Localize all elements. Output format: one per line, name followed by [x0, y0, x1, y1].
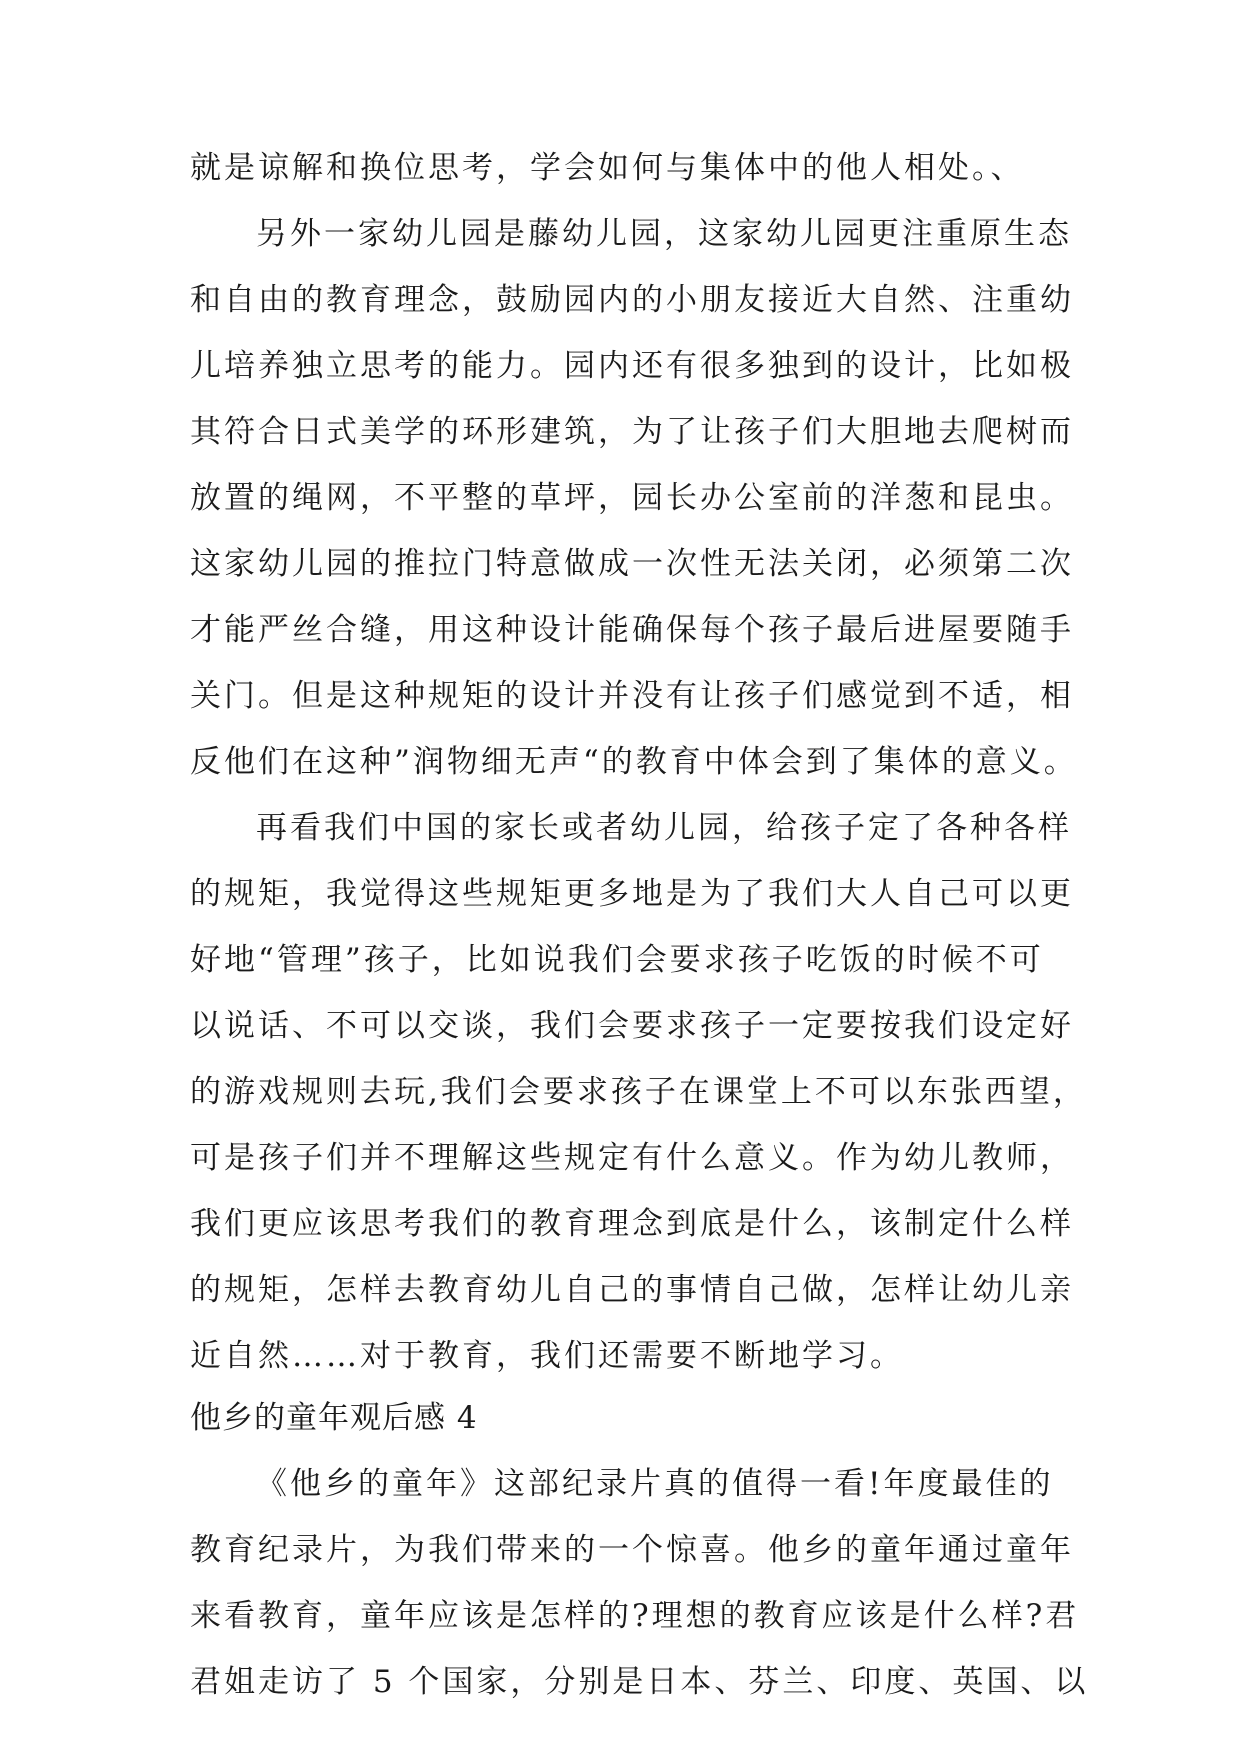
text-line: 教育纪录片，为我们带来的一个惊喜。他乡的童年通过童年 [190, 1532, 1074, 1568]
section-heading: 他乡的童年观后感 4 [190, 1400, 478, 1436]
text-line: 近自然……对于教育，我们还需要不断地学习。 [190, 1338, 904, 1374]
text-line: 其符合日式美学的环形建筑，为了让孩子们大胆地去爬树而 [190, 414, 1074, 450]
paragraph-start: 《他乡的童年》这部纪录片真的值得一看!年度最佳的 [256, 1466, 1054, 1502]
paragraph-start: 另外一家幼儿园是藤幼儿园，这家幼儿园更注重原生态 [256, 216, 1072, 252]
text-line: 儿培养独立思考的能力。园内还有很多独到的设计，比如极 [190, 348, 1074, 384]
text-line: 可是孩子们并不理解这些规定有什么意义。作为幼儿教师， [190, 1140, 1074, 1176]
text-line: 好地“管理”孩子，比如说我们会要求孩子吃饭的时候不可 [190, 942, 1044, 978]
paragraph-start: 再看我们中国的家长或者幼儿园，给孩子定了各种各样 [256, 810, 1072, 846]
text-line: 的游戏规则去玩,我们会要求孩子在课堂上不可以东张西望， [190, 1074, 1087, 1110]
text-line: 才能严丝合缝，用这种设计能确保每个孩子最后进屋要随手 [190, 612, 1074, 648]
text-line: 就是谅解和换位思考，学会如何与集体中的他人相处。、 [190, 150, 1025, 186]
text-line: 来看教育，童年应该是怎样的?理想的教育应该是什么样?君 [190, 1598, 1080, 1634]
text-line: 和自由的教育理念，鼓励园内的小朋友接近大自然、注重幼 [190, 282, 1074, 318]
text-line: 的规矩，我觉得这些规矩更多地是为了我们大人自己可以更 [190, 876, 1074, 912]
text-line: 关门。但是这种规矩的设计并没有让孩子们感觉到不适，相 [190, 678, 1074, 714]
text-line: 君姐走访了 5 个国家，分别是日本、芬兰、印度、英国、以 [190, 1664, 1089, 1700]
text-line: 放置的绳网，不平整的草坪，园长办公室前的洋葱和昆虫。 [190, 480, 1074, 516]
text-line: 以说话、不可以交谈，我们会要求孩子一定要按我们设定好 [190, 1008, 1074, 1044]
text-line: 的规矩，怎样去教育幼儿自己的事情自己做，怎样让幼儿亲 [190, 1272, 1074, 1308]
text-line: 这家幼儿园的推拉门特意做成一次性无法关闭，必须第二次 [190, 546, 1074, 582]
text-line: 我们更应该思考我们的教育理念到底是什么，该制定什么样 [190, 1206, 1074, 1242]
text-line: 反他们在这种”润物细无声“的教育中体会到了集体的意义。 [190, 744, 1078, 780]
